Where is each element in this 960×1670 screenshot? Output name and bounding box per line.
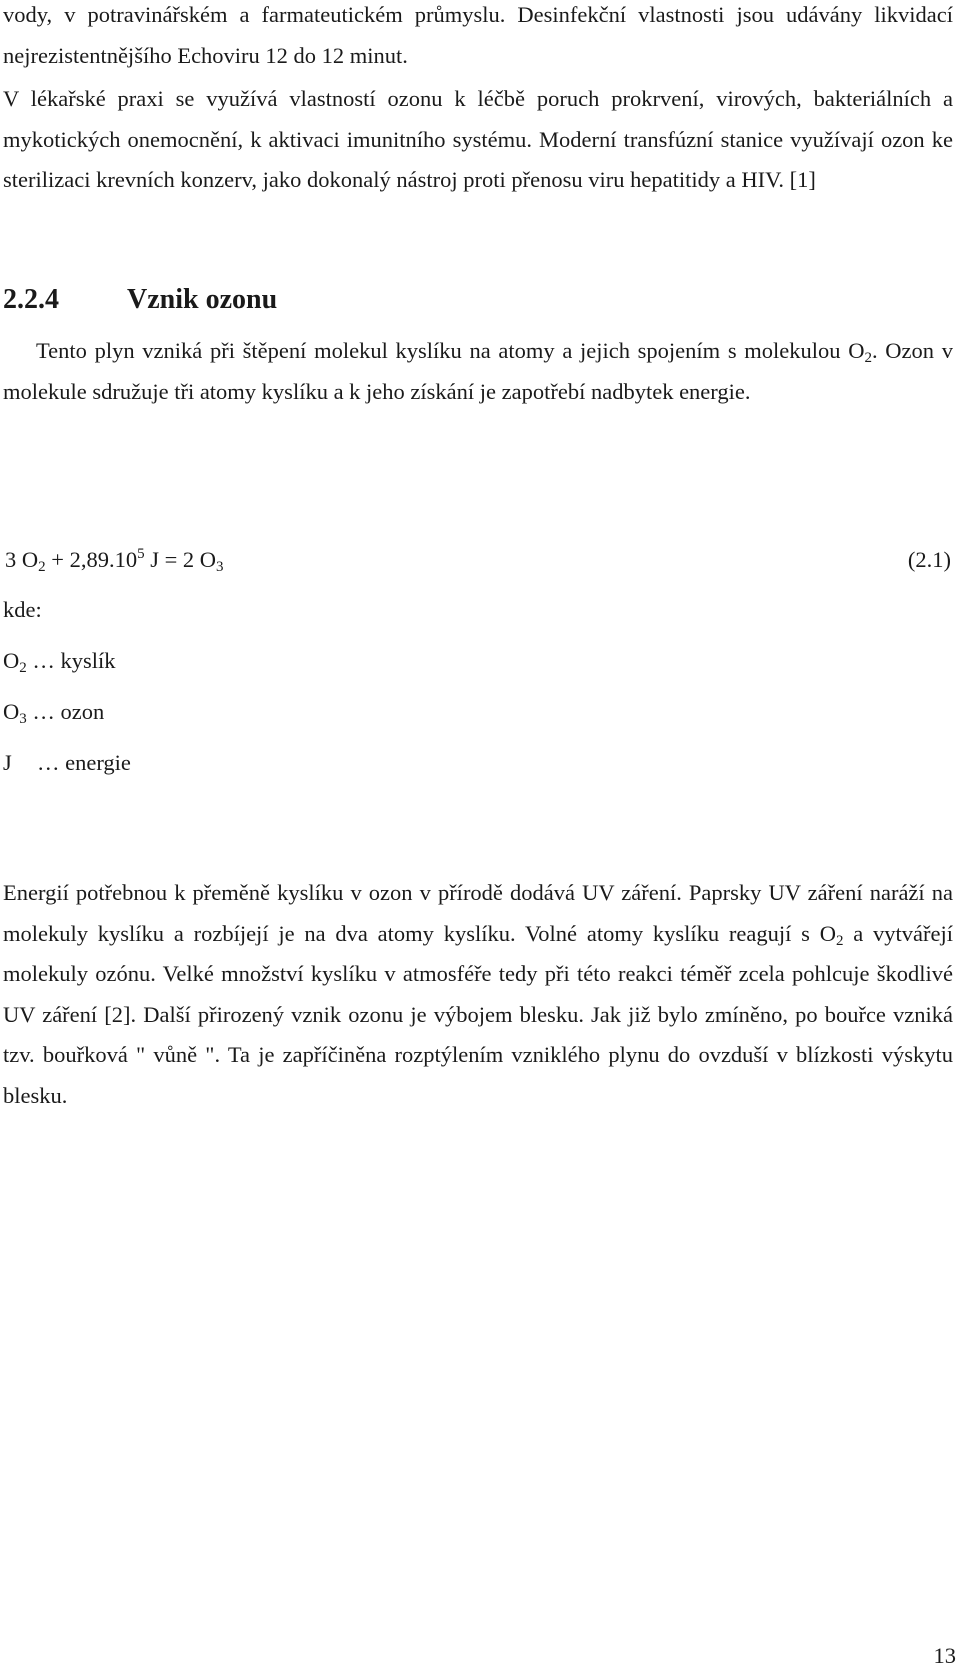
section-title: Vznik ozonu [127,284,278,315]
paragraph-medical-use: V lékařské praxi se využívá vlastností ozonu k léčbě poruch prokrvení, virových, bakteriálních a mykotických onemocnění, k aktivaci imunitního systému. Moderní transfúzní stanice využívají ozon ke sterilizaci krevních konzerv, jako dokonalý nástroj proti přenosu viru hepatitidy a HIV. [1] [3,86,953,192]
equation-ozone [5,545,951,575]
page-number: 13 [933,1643,956,1668]
section-heading [3,280,277,320]
paragraph-intro-continuation: vody, v potravinářském a farmateutickém průmyslu. Desinfekční vlastnosti jsou udávány likvidací nejrezistentnějšího Echoviru 12 do 12 minut. [3,2,953,68]
where-label: kde: [3,597,42,622]
definition-energy: J … energie [3,750,131,775]
definition-oxygen: $O_2$ … kyslík [3,648,116,676]
definition-ozone: $O_3$ … ozon [3,699,105,727]
section-number: 2.2.4 [3,284,59,315]
paragraph-ozone-formation: Tento plyn vzniká při štěpení molekul kyslíku na atomy a jejich spojením s molekulou $O_2$. Ozon v molekule sdružuje tři atomy kyslíku a k jeho získání je zapotřebí nadbytek energie. [3,338,953,404]
equation-body: 3 $O_2 + 2,89.10^5$ J = 2 $O_3$ [5,546,224,575]
equation-number: (2.1) [907,547,951,572]
paragraph-uv-radiation: Energií potřebnou k přeměně kyslíku v ozon v přírodě dodává UV záření. Paprsky UV záření naráží na molekuly kyslíku a rozbíjejí je na dva atomy kyslíku. Volné atomy kyslíku reagují s $O_2$ a vytvářejí molekuly ozónu. Velké množství kyslíku v atmosféře tedy při této reakci téměř zcela pohlcuje škodlivé UV záření [2]. Další přirozený vznik ozonu je výbojem blesku. Jak již bylo zmíněno, po bouřce vzniká tzv. bouřková " vůně ". Ta je zapříčiněna rozptýlením vzniklého plynu do ovzduší v blízkosti výskytu blesku. [3,880,953,1108]
